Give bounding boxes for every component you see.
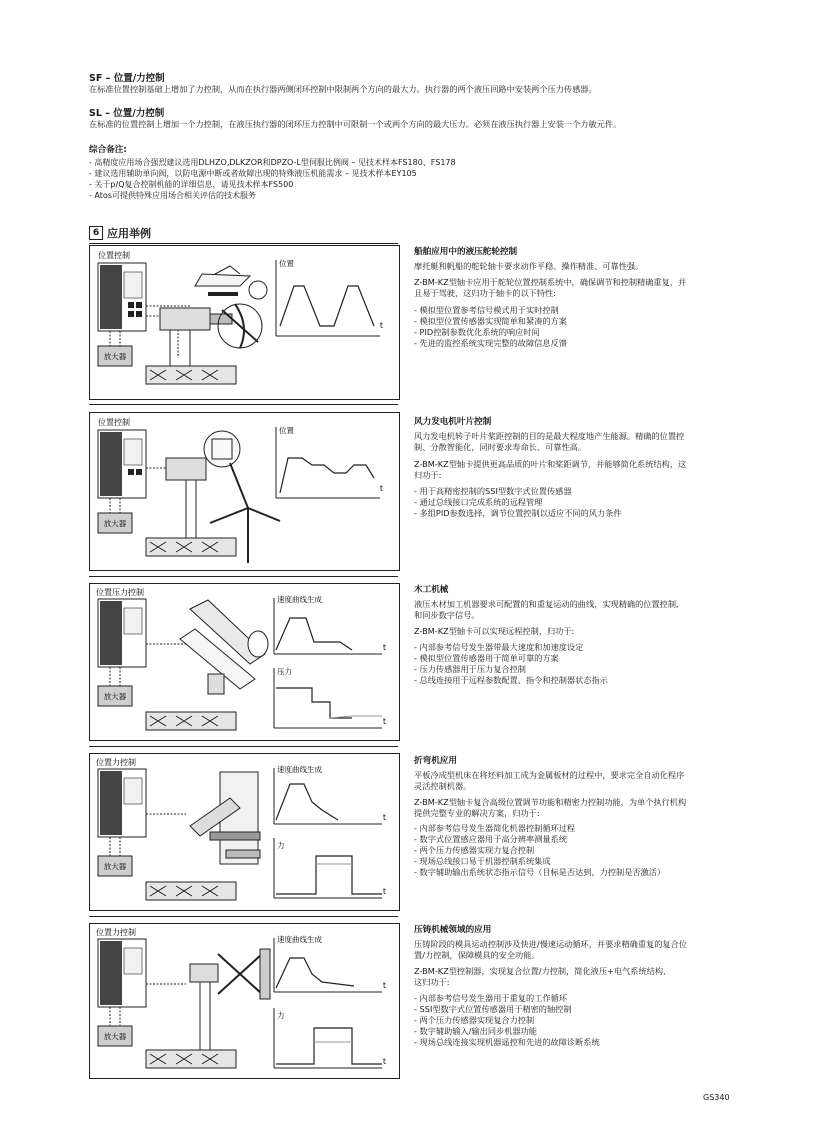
example-line: - 内部参考信号发生器用于重复的工作循环: [414, 993, 567, 1003]
chart2-ylabel: 力: [277, 1011, 285, 1020]
example-title: 风力发电机叶片控制: [414, 417, 492, 427]
example-line: 制、分散智能化，同时要求寿命长、可靠性高。: [414, 442, 586, 452]
notes-title: 综合备注:: [89, 145, 127, 155]
amp-label: 放大器: [103, 519, 127, 528]
chart1-xlabel: t: [383, 813, 386, 822]
diagram-woodworking: [89, 583, 400, 741]
example-line: - 数字辅助输入/输出同步机器功能: [414, 1026, 537, 1036]
example-line: - 通过总线接口完成系统的远程管理: [414, 497, 543, 507]
example-line: Z-BM-KZ型控制器，实现复合位置/力控制，简化液压+电气系统结构,: [414, 966, 666, 976]
example-line: 和同步数字信号。: [414, 610, 480, 620]
example-line: - 模拟型位置传感器用于简单可靠的方案: [414, 653, 559, 663]
diagram-wind: [89, 412, 400, 571]
example-line: Z-BM-KZ型轴卡复合高级位置调节功能和精密力控制功能，为单个执行机构: [414, 797, 687, 807]
example-title: 木工机械: [414, 585, 449, 595]
example-line: Z-BM-KZ型轴卡提供更高品质的叶片和桨距调节，并能够简化系统结构，这: [414, 459, 687, 469]
example-line: - 两个压力传感器实现力复合控制: [414, 845, 535, 855]
chart2-xlabel: t: [383, 887, 386, 896]
amp-label: 放大器: [103, 692, 127, 701]
diagram-label: 位置力控制: [96, 928, 136, 937]
example-line: 摩托艇和帆船的舵轮轴卡要求动作平稳、操作精准、可靠性强。: [414, 261, 644, 271]
example-line: - 现场总线接口易于机器控制系统集成: [414, 856, 551, 866]
example-rule: [89, 576, 398, 577]
example-line: 这归功于:: [414, 977, 450, 987]
example-line: 归功于:: [414, 470, 442, 480]
example-rule: [89, 746, 398, 747]
chart-ylabel: 位置: [279, 426, 294, 435]
diagram-die-casting: [89, 923, 400, 1079]
example-line: 置/力控制，保障模具的安全功能。: [414, 950, 540, 960]
example-rule: [89, 916, 398, 917]
example-line: - 模拟型位置传感器实现简单和紧凑的方案: [414, 316, 567, 326]
chart1-xlabel: t: [383, 643, 386, 652]
chart-xlabel: t: [380, 321, 383, 330]
amp-label: 放大器: [103, 862, 127, 871]
example-line: - 数字式位置感应器用于高分辨率测量系统: [414, 834, 567, 844]
sl-text: 在标准的位置控制上增加一个力控制，在液压执行器的闭环压力控制中可限制一个或两个方向的最大压力。必须在液压执行器上安装一个力敏元件。: [89, 119, 622, 129]
sf-text: 在标准位置控制基础上增加了力控制，从而在执行器两侧闭环控制中限制两个方向的最大力。执行器的两个液压回路中安装两个压力传感器。: [89, 84, 597, 94]
example-line: 平板冷成型机床在将坯料加工成为金属板材的过程中，要求完全自动化程序: [414, 770, 685, 780]
note-line: - Atos可提供特殊应用场合相关评估的技术服务: [89, 191, 256, 200]
amp-label: 放大器: [103, 352, 127, 361]
example-line: 压铸阶段的模具运动控制涉及快进/慢速运动循环，并要求精确重复的复合位: [414, 939, 687, 949]
note-line: - 建议选用辅助单向阀，以防电源中断或者故障出现的特殊液压机能需求 – 见技术样本EY105: [89, 169, 417, 178]
example-line: - 总线连接用于远程参数配置、指令和控制器状态指示: [414, 675, 608, 685]
example-line: - 两个压力传感器实现复合力控制: [414, 1015, 535, 1025]
note-line: - 高精度应用场合强烈建议选用DLHZO,DLKZOR和DPZO-L型伺服比例阀 – 见技术样本FS180、FS178: [89, 158, 456, 167]
example-line: - SSI型数字式位置传感器用于精密的轴控制: [414, 1004, 572, 1014]
example-line: 且易于驾驶，这归功于轴卡的以下特性:: [414, 288, 556, 298]
chart-xlabel: t: [380, 484, 383, 493]
example-line: - 内部参考信号发生器简化机器控制循环过程: [414, 823, 576, 833]
chart2-ylabel: 压力: [277, 667, 292, 676]
example-line: - 用于高精密控制的SSI型数字式位置传感器: [414, 486, 572, 496]
section-title: 应用举例: [107, 227, 151, 240]
example-line: 提供完整专业的解决方案，归功于:: [414, 808, 540, 818]
example-line: 灵活控制机器。: [414, 781, 472, 791]
diagram-rudder: [89, 245, 400, 400]
example-title: 压铸机械领域的应用: [414, 925, 492, 935]
chart1-ylabel: 速度曲线生成: [277, 765, 322, 774]
example-line: - 先进的监控系统实现完整的故障信息反馈: [414, 338, 567, 348]
section-number: 6: [89, 226, 103, 240]
example-line: Z-BM-KZ型轴卡应用于舵轮位置控制系统中，确保调节和控制精确重复，并: [414, 277, 687, 287]
chart-ylabel: 位置: [279, 259, 294, 268]
example-line: 风力发电机转子叶片桨距控制的目的是最大程度地产生能源。精确的位置控: [414, 431, 685, 441]
sl-title: SL – 位置/力控制: [89, 108, 165, 119]
diagram-label: 位置控制: [98, 251, 130, 260]
chart1-xlabel: t: [383, 981, 386, 990]
chart1-ylabel: 速度曲线生成: [277, 935, 322, 944]
chart2-xlabel: t: [383, 1057, 386, 1066]
amp-label: 放大器: [103, 1032, 127, 1041]
diagram-label: 位置控制: [98, 418, 130, 427]
example-line: - 模拟型位置参考信号模式用于实时控制: [414, 305, 559, 315]
chart2-xlabel: t: [383, 717, 386, 726]
diagram-press-brake: [89, 753, 400, 911]
example-line: Z-BM-KZ型轴卡可以实现远程控制，归功于:: [414, 626, 575, 636]
example-rule: [89, 404, 398, 405]
diagram-label: 位置力控制: [96, 758, 136, 767]
example-line: - PID控制参数优化系统的响应时间: [414, 327, 540, 337]
page-code: GS340: [703, 1093, 730, 1102]
example-line: 液压木材加工机器要求可配置的和重复运动的曲线，实现精确的位置控制,: [414, 599, 679, 609]
sf-title: SF – 位置/力控制: [89, 73, 165, 84]
example-line: - 内部参考信号发生器带最大速度和加速度设定: [414, 642, 584, 652]
example-line: - 数字辅助输出系统状态指示信号（目标是否达到，力控制是否激活）: [414, 867, 666, 877]
chart2-ylabel: 力: [277, 841, 285, 850]
example-title: 船舶应用中的液压舵轮控制: [414, 247, 518, 257]
note-line: - 关于p/Q复合控制机能的详细信息，请见技术样本FS500: [89, 180, 294, 189]
example-line: - 压力传感器用于压力复合控制: [414, 664, 526, 674]
example-line: - 多组PID参数选择，调节位置控制以适应不同的风力条件: [414, 508, 622, 518]
section-rule: [89, 243, 398, 244]
chart1-ylabel: 速度曲线生成: [277, 595, 322, 604]
example-line: - 现场总线连接实现机器遥控和先进的故障诊断系统: [414, 1037, 600, 1047]
example-title: 折弯机应用: [414, 756, 457, 766]
diagram-label: 位置压力控制: [96, 588, 144, 597]
